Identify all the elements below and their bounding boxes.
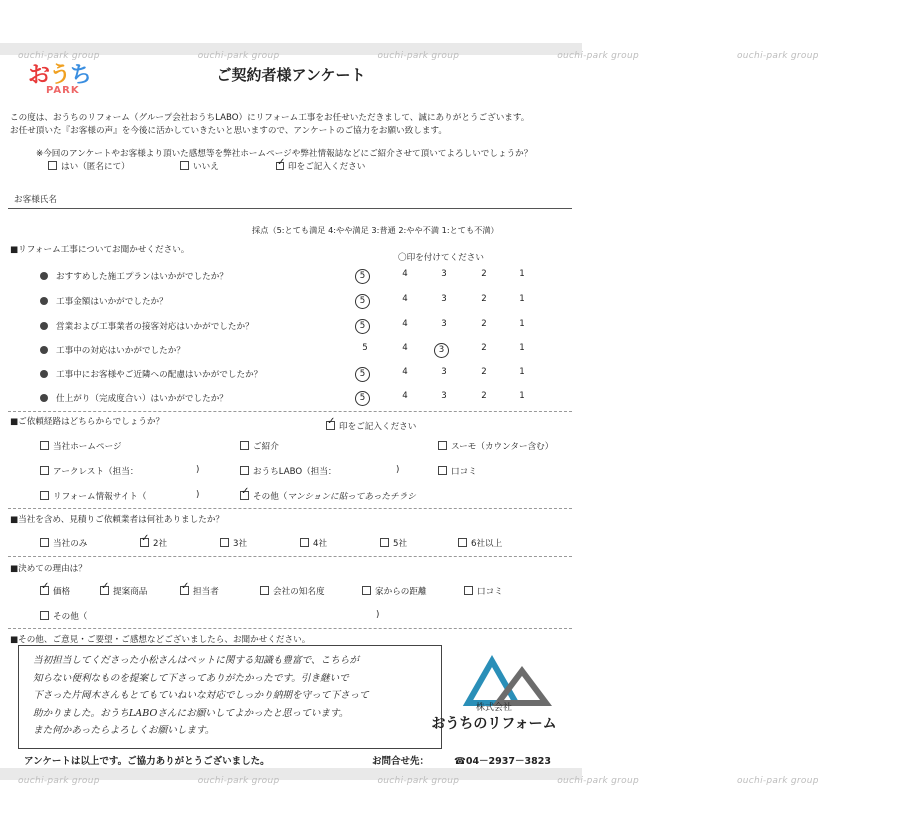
companies-option-3[interactable]: 3社 <box>220 537 247 549</box>
bullet-icon <box>40 297 48 305</box>
checkbox-icon[interactable] <box>40 611 49 620</box>
checkbox-icon[interactable] <box>438 441 447 450</box>
name-underline <box>8 208 572 209</box>
consent-question: ※今回のアンケートやお客様より頂いた感想等を弊社ホームページや弊社情報誌などにご紹介させて頂いてよろしいでしょうか？ <box>36 149 533 159</box>
checkbox-icon[interactable] <box>240 466 249 475</box>
checkbox-icon[interactable] <box>362 586 371 595</box>
bullet-icon <box>40 370 48 378</box>
score-option[interactable]: 5 <box>355 367 370 382</box>
scale-legend: 採点（5:とても満足 4:やや満足 3:普通 2:やや不満 1:とても不満） <box>252 225 499 235</box>
score-option[interactable]: 4 <box>402 294 408 304</box>
customer-name-label: お客様氏名 <box>14 195 57 205</box>
checkbox-checked-icon[interactable] <box>100 586 109 595</box>
consent-no[interactable]: いいえ <box>180 160 219 172</box>
companies-option-2[interactable]: ✓ 2社 <box>140 537 167 549</box>
company-name: 株式会社 おうちのリフォーム <box>431 703 557 732</box>
checkbox-icon[interactable] <box>240 441 249 450</box>
route-option-ouchilabo[interactable]: おうちLABO（担当： <box>240 465 337 477</box>
companies-option-5[interactable]: 5社 <box>380 537 407 549</box>
section-heading-companies: ■当社を含め、見積りご依頼業者は何社ありましたか？ <box>10 515 225 525</box>
score-option[interactable]: 4 <box>402 269 408 279</box>
score-option[interactable]: 1 <box>519 269 525 279</box>
route-option-homepage[interactable]: 当社ホームページ <box>40 440 122 452</box>
bullet-icon <box>40 394 48 402</box>
mark-hint: 〇印を付けてください <box>398 253 484 263</box>
section-heading-route: ■ご依頼経路はどちらからでしょうか？ <box>10 417 165 427</box>
ouchi-park-logo: おうち PARK <box>28 63 92 96</box>
divider <box>8 556 572 557</box>
companies-option-6plus[interactable]: 6社以上 <box>458 537 502 549</box>
question-item <box>40 320 254 332</box>
question-text: 工事金額はいかがでしたか？ <box>56 297 168 307</box>
score-option[interactable]: 5 <box>355 294 370 309</box>
score-option[interactable]: 2 <box>481 367 487 377</box>
consent-yes[interactable]: はい（匿名にて） <box>48 160 130 172</box>
question-text: 仕上がり（完成度合い）はいかがでしたか？ <box>56 394 228 404</box>
reason-option-other[interactable]: その他（ <box>40 610 87 622</box>
reason-option-product[interactable]: ✓ 提案商品 <box>100 585 147 597</box>
score-option[interactable]: 1 <box>519 343 525 353</box>
bullet-icon <box>40 272 48 280</box>
reason-option-brand[interactable]: 会社の知名度 <box>260 585 325 597</box>
route-paren: ) <box>396 465 400 475</box>
route-option-suumo[interactable]: スーモ（カウンター含む） <box>438 440 553 452</box>
route-paren: ) <box>196 465 200 475</box>
score-option[interactable]: 3 <box>441 391 447 401</box>
score-option[interactable]: 5 <box>355 391 370 406</box>
checkbox-icon[interactable] <box>48 161 57 170</box>
reason-paren: ) <box>376 610 380 620</box>
divider <box>8 411 572 412</box>
checkbox-icon[interactable] <box>300 538 309 547</box>
question-item <box>40 295 168 307</box>
companies-option-4[interactable]: 4社 <box>300 537 327 549</box>
checkbox-icon[interactable] <box>380 538 389 547</box>
watermark-band-bottom: ouchi-park group ouchi-park group ouchi-park group ouchi-park group ouchi-park group <box>0 768 582 780</box>
score-option[interactable]: 4 <box>402 391 408 401</box>
section-heading-reform: ■リフォーム工事についてお聞かせください。 <box>10 245 190 255</box>
score-option[interactable]: 5 <box>362 343 368 353</box>
question-text: 営業および工事業者の接客対応はいかがでしたか？ <box>56 322 254 332</box>
footer-thanks: アンケートは以上です。ご協力ありがとうございました。 <box>24 756 270 767</box>
checkbox-checked-icon[interactable] <box>180 586 189 595</box>
score-option[interactable]: 2 <box>481 343 487 353</box>
bullet-icon <box>40 322 48 330</box>
footer-contact-label: お問合せ先： <box>372 756 430 767</box>
score-option[interactable]: 4 <box>402 367 408 377</box>
companies-option-only-us[interactable]: 当社のみ <box>40 537 87 549</box>
checkbox-checked-icon[interactable] <box>240 491 249 500</box>
checkbox-icon[interactable] <box>40 441 49 450</box>
checkbox-icon[interactable] <box>180 161 189 170</box>
checkbox-checked-icon[interactable] <box>140 538 149 547</box>
reason-option-distance[interactable]: 家からの距離 <box>362 585 427 597</box>
checkbox-checked-icon[interactable] <box>40 586 49 595</box>
score-option[interactable]: 1 <box>519 294 525 304</box>
section-heading-comments: ■その他、ご意見・ご要望・ご感想などございましたら、お聞かせください。 <box>10 635 311 645</box>
page-title: ご契約者様アンケート <box>216 66 366 84</box>
score-option[interactable]: 1 <box>519 367 525 377</box>
score-option[interactable]: 3 <box>441 367 447 377</box>
comment-box[interactable] <box>18 645 442 749</box>
question-item <box>40 270 228 282</box>
checkbox-icon[interactable] <box>40 538 49 547</box>
checkbox-icon[interactable] <box>40 466 49 475</box>
house-logo-icon <box>460 655 570 705</box>
route-option-arcrest[interactable]: アークレスト（担当： <box>40 465 138 477</box>
score-option[interactable]: 5 <box>355 319 370 334</box>
reason-option-kuchikomi[interactable]: 口コミ <box>464 585 503 597</box>
checkbox-icon[interactable] <box>438 466 447 475</box>
question-item <box>40 368 262 380</box>
score-option[interactable]: 3 <box>434 343 449 358</box>
reason-option-price[interactable]: ✓価格 <box>40 585 70 597</box>
score-option[interactable]: 2 <box>481 391 487 401</box>
checkmark-box-icon <box>326 421 335 430</box>
route-hint: ✓ 印をご記入ください <box>326 420 416 432</box>
score-option[interactable]: 3 <box>441 269 447 279</box>
score-option[interactable]: 3 <box>441 319 447 329</box>
checkbox-icon[interactable] <box>40 491 49 500</box>
bullet-icon <box>40 346 48 354</box>
route-paren: ) <box>196 490 200 500</box>
checkmark-box-icon <box>276 162 284 170</box>
question-text: 工事中の対応はいかがでしたか？ <box>56 346 185 356</box>
score-option[interactable]: 4 <box>402 343 408 353</box>
question-item <box>40 392 228 404</box>
divider <box>8 628 572 629</box>
checkbox-icon[interactable] <box>458 538 467 547</box>
route-other-handwritten: マンションに貼ってあったチラシ <box>287 492 416 502</box>
reason-option-staff[interactable]: ✓ 担当者 <box>180 585 219 597</box>
checkbox-icon[interactable] <box>220 538 229 547</box>
question-text: 工事中にお客様やご近隣への配慮はいかがでしたか？ <box>56 370 263 380</box>
watermark-band-top: ouchi-park group ouchi-park group ouchi-park group ouchi-park group ouchi-park group <box>0 43 582 55</box>
route-option-referral[interactable]: ご紹介 <box>240 440 279 452</box>
score-option[interactable]: 4 <box>402 319 408 329</box>
checkbox-icon[interactable] <box>260 586 269 595</box>
comment-handwritten: 当初担当してくださった小松さんはペットに関する知識も豊富で、こちらが 知らない便利なものを提案して下さってありがたかったです。引き継いで 下さった片岡木さんもとてもていねいな対応でしっかり納期を守って下さって 助かりました。おうちLABOさんにお願いしてよかったと思っています。 また何かあったらよろしくお願いします。 <box>33 655 369 736</box>
consent-sign: ✓ 印をご記入ください <box>276 160 365 172</box>
score-option[interactable]: 2 <box>481 319 487 329</box>
question-item <box>40 344 185 356</box>
score-option[interactable]: 2 <box>481 269 487 279</box>
route-option-info-site[interactable]: リフォーム情報サイト（ <box>40 490 147 502</box>
divider <box>8 508 572 509</box>
section-heading-reason: ■決めての理由は？ <box>10 564 87 574</box>
intro-text: この度は、おうちのリフォーム（グループ会社おうちLABO）にリフォーム工事をお任せいただきまして、誠にありがとうございます。 お任せ頂いた『お客様の声』を今後に活かしていきたいと思いますので、アンケートのご協力をお願い致します。 <box>10 113 530 136</box>
score-option[interactable]: 2 <box>481 294 487 304</box>
score-option[interactable]: 1 <box>519 319 525 329</box>
route-option-kuchikomi[interactable]: 口コミ <box>438 465 477 477</box>
score-option[interactable]: 5 <box>355 269 370 284</box>
route-option-other[interactable]: ✓ その他（マンションに貼ってあったチラシ <box>240 490 416 502</box>
footer-phone: ☎04－2937－3823 <box>454 756 551 767</box>
score-option[interactable]: 1 <box>519 391 525 401</box>
score-option[interactable]: 3 <box>441 294 447 304</box>
checkbox-icon[interactable] <box>464 586 473 595</box>
question-text: おすすめした施工プランはいかがでしたか？ <box>56 272 228 282</box>
